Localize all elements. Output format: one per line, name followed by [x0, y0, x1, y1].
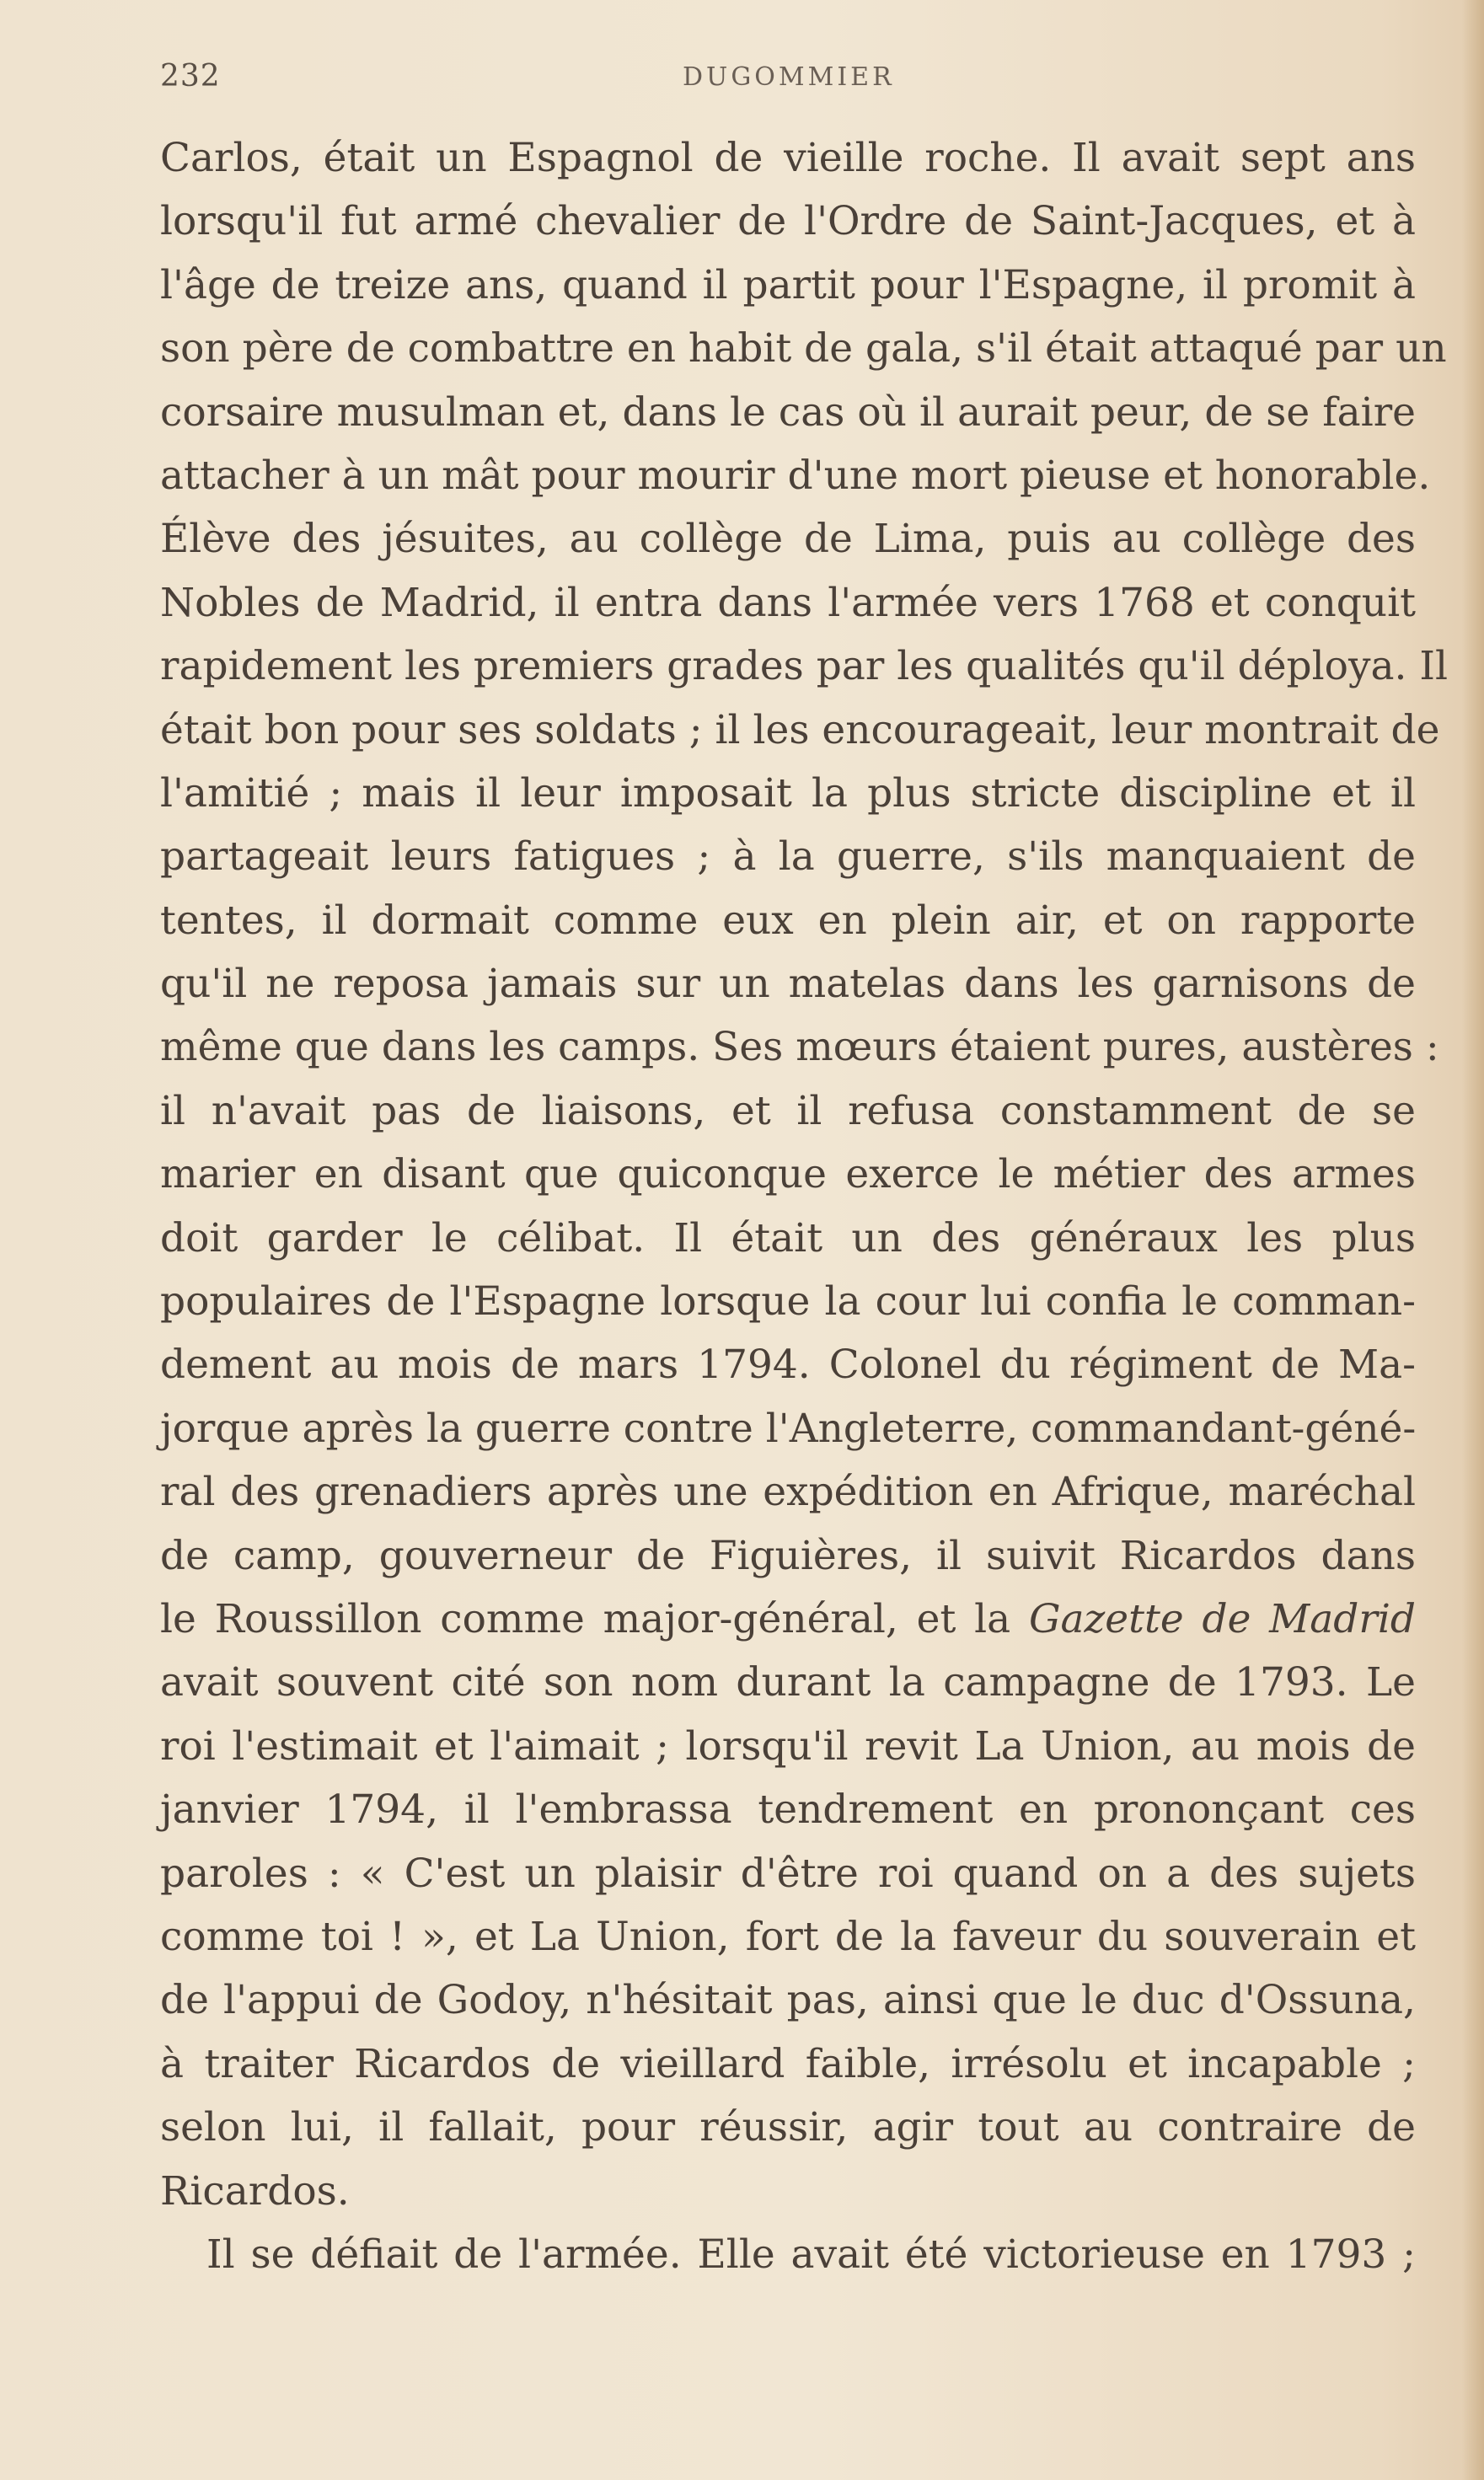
italic-title: Gazette de Madrid — [1028, 1595, 1416, 1642]
running-title: DUGOMMIER — [683, 62, 895, 92]
text-line: selon lui, il fallait, pour réussir, agir tout au contraire de — [160, 2104, 1416, 2151]
text-line: paroles : « C'est un plaisir d'être roi quand on a des sujets — [160, 1850, 1416, 1897]
text-line: Carlos, était un Espagnol de vieille roche. Il avait sept ans — [160, 135, 1416, 181]
text-line: son père de combattre en habit de gala, s'il était attaqué par un — [160, 325, 1447, 372]
text-line: Élève des jésuites, au collège de Lima, puis au collège des — [160, 516, 1416, 563]
text-line: tentes, il dormait comme eux en plein air, et on rapporte — [160, 897, 1416, 944]
text-line: ral des grenadiers après une expédition en Afrique, maréchal — [160, 1469, 1416, 1516]
running-head — [160, 59, 1416, 101]
body-text — [160, 126, 1449, 2286]
text-line: dement au mois de mars 1794. Colonel du régiment de Ma- — [160, 1342, 1416, 1389]
text-line: janvier 1794, il l'embrassa tendrement en prononçant ces — [160, 1786, 1416, 1834]
text-line: rapidement les premiers grades par les qualités qu'il déploya. Il — [160, 643, 1449, 690]
paragraph-start-line: Il se défiait de l'armée. Elle avait été victorieuse en 1793 ; — [206, 2231, 1416, 2278]
text-line: avait souvent cité son nom durant la campagne de 1793. Le — [160, 1659, 1416, 1706]
text-line-with-italic — [160, 1588, 1416, 1651]
text-line: de camp, gouverneur de Figuières, il suivit Ricardos dans — [160, 1532, 1416, 1579]
text-line: l'âge de treize ans, quand il partit pour l'Espagne, il promit à — [160, 261, 1416, 308]
text-line: il n'avait pas de liaisons, et il refusa constamment de se — [160, 1087, 1416, 1134]
paragraph-end-line: Ricardos. — [160, 2167, 350, 2215]
text-line: roi l'estimait et l'aimait ; lorsqu'il revit La Union, au mois de — [160, 1722, 1416, 1770]
text-line: comme toi ! », et La Union, fort de la faveur du souverain et — [160, 1913, 1416, 1960]
text-line: Nobles de Madrid, il entra dans l'armée vers 1768 et conquit — [160, 579, 1416, 626]
text-line: même que dans les camps. Ses mœurs étaient pures, austères : — [160, 1024, 1439, 1071]
text-line: partageait leurs fatigues ; à la guerre, s'ils manquaient de — [160, 833, 1416, 881]
text-line: corsaire musulman et, dans le cas où il aurait peur, de se faire — [160, 388, 1416, 436]
text-segment: le Roussillon comme major-général, et la — [160, 1595, 1029, 1642]
text-line: attacher à un mât pour mourir d'une mort pieuse et honorable. — [160, 452, 1431, 499]
text-line: l'amitié ; mais il leur imposait la plus stricte discipline et il — [160, 769, 1416, 817]
text-line: était bon pour ses soldats ; il les encourageait, leur montrait de — [160, 706, 1440, 753]
text-line: de l'appui de Godoy, n'hésitait pas, ainsi que le duc d'Ossuna, — [160, 1977, 1416, 2024]
text-line: jorque après la guerre contre l'Angleterre, commandant-géné- — [160, 1405, 1417, 1452]
page-edge-shadow — [1462, 0, 1484, 2480]
page-number: 232 — [160, 59, 221, 94]
text-line: doit garder le célibat. Il était un des généraux les plus — [160, 1214, 1416, 1261]
text-line: à traiter Ricardos de vieillard faible, irrésolu et incapable ; — [160, 2040, 1416, 2087]
text-line: qu'il ne reposa jamais sur un matelas dans les garnisons de — [160, 961, 1416, 1008]
text-line: lorsqu'il fut armé chevalier de l'Ordre de Saint-Jacques, et à — [160, 198, 1416, 245]
text-line: marier en disant que quiconque exerce le métier des armes — [160, 1151, 1416, 1198]
text-line: populaires de l'Espagne lorsque la cour lui confia le comman- — [160, 1278, 1416, 1326]
